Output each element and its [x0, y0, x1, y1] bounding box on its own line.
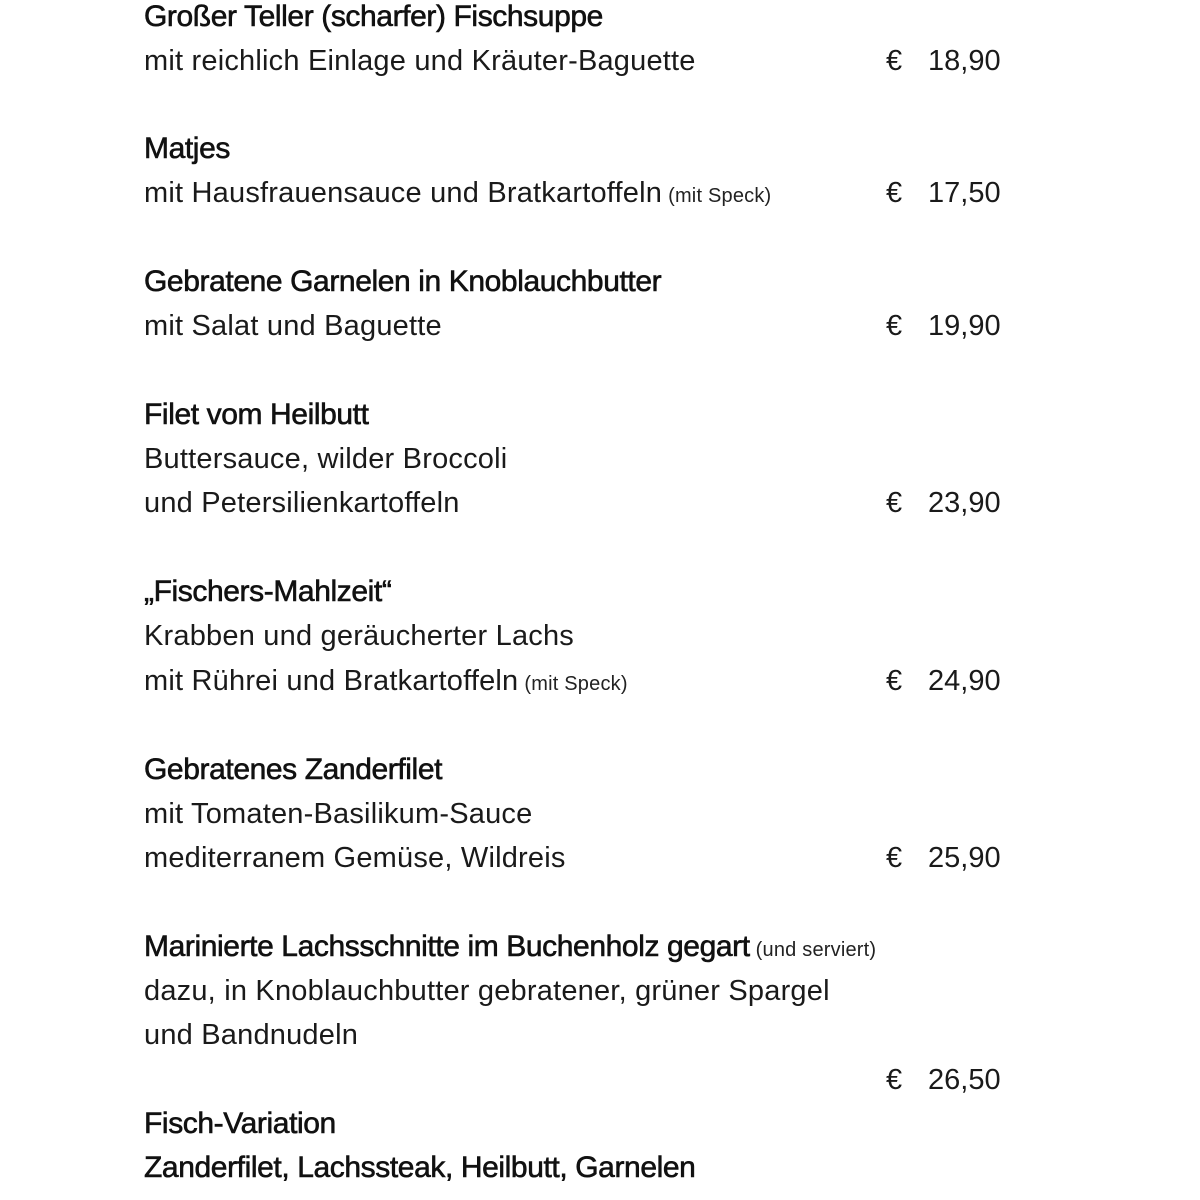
menu-item-description: und Bandnudeln — [144, 1019, 359, 1051]
menu-item-price: € 18,90 — [886, 39, 1001, 83]
currency-symbol: € — [886, 487, 903, 519]
menu-item-note: (mit Speck) — [668, 185, 772, 207]
menu-item-description: mediterranem Gemüse, Wildreis — [144, 842, 566, 874]
menu-item-price: € 17,50 — [886, 171, 1001, 215]
menu-item-description: Krabben und geräucherter Lachs — [144, 620, 575, 652]
menu-item-description: mit Rührei und Bratkartoffeln (mit Speck) — [144, 665, 628, 697]
menu-item-description: mit Salat und Baguette — [144, 310, 442, 342]
menu-item-title: Großer Teller (scharfer) Fischsuppe — [144, 0, 603, 33]
menu-item-price: € 25,90 — [886, 836, 1001, 880]
menu-item-title: Gebratene Garnelen in Knoblauchbutter — [144, 265, 662, 298]
menu-item-description: mit Hausfrauensauce und Bratkartoffeln (mit Speck) — [144, 177, 772, 209]
currency-symbol: € — [886, 310, 903, 342]
menu-item-description: mit reichlich Einlage und Kräuter-Baguette — [144, 45, 696, 77]
menu-item-title: Fisch-Variation — [144, 1107, 336, 1140]
menu-item-description: Buttersauce, wilder Broccoli — [144, 443, 508, 475]
menu-item-note: (mit Speck) — [524, 673, 628, 695]
menu-item-title: Matjes — [144, 132, 230, 165]
menu-item-description: und Petersilienkartoffeln — [144, 487, 460, 519]
currency-symbol: € — [886, 665, 903, 697]
menu-item-price: € 26,50 — [886, 1058, 1001, 1102]
menu-item-price: € 23,90 — [886, 481, 1001, 525]
menu-item-subtitle: Zanderfilet, Lachssteak, Heilbutt, Garnelen — [144, 1151, 696, 1184]
currency-symbol: € — [886, 177, 903, 209]
menu-item-description: dazu, in Knoblauchbutter gebratener, grüner Spargel — [144, 975, 830, 1007]
menu-item-note: (und serviert) — [755, 939, 877, 961]
currency-symbol: € — [886, 1064, 903, 1096]
menu-item-title: Filet vom Heilbutt — [144, 398, 369, 431]
menu-item-title: Marinierte Lachsschnitte im Buchenholz gegart (und serviert) — [144, 930, 877, 963]
menu-item-price: € 24,90 — [886, 659, 1001, 703]
currency-symbol: € — [886, 45, 903, 77]
currency-symbol: € — [886, 842, 903, 874]
menu-item-description: mit Tomaten-Basilikum-Sauce — [144, 798, 533, 830]
menu-item-price: € 19,90 — [886, 304, 1001, 348]
menu-item-title: Gebratenes Zanderfilet — [144, 753, 443, 786]
menu-item-title: „Fischers-Mahlzeit“ — [144, 575, 392, 608]
